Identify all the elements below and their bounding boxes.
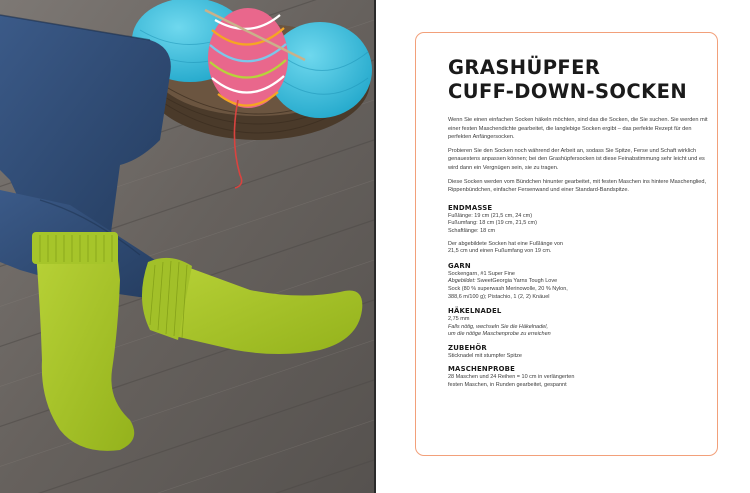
page-title xyxy=(448,56,710,103)
section-heading: MASCHENPROBE xyxy=(448,365,516,374)
title-line-2: CUFF-DOWN-SOCKEN xyxy=(448,79,688,103)
intro-paragraph: Diese Socken werden vom Bündchen hinunter gearbeitet, mit festen Maschen ins hintere Maschenglied, Rippenbündchen, einfacher Fersenwand und einer Standard-Bandspitze. xyxy=(448,178,707,194)
section-maschenprobe xyxy=(448,365,710,389)
spec-line: Fußumfang: 18 cm (19 cm, 21,5 cm) xyxy=(448,220,537,227)
spec-line: Falls nötig, wechseln Sie die Häkelnadel, xyxy=(448,323,548,330)
title-line-1: GRASHÜPFER xyxy=(448,56,601,79)
section-endmasse xyxy=(448,204,710,256)
section-garn xyxy=(448,262,710,301)
spec-line xyxy=(448,278,710,286)
section-heading: GARN xyxy=(448,261,471,270)
spec-line: 21,5 cm und einen Fußumfang von 19 cm. xyxy=(448,248,552,255)
spec-line: Sock (80 % superwash Merinowolle, 20 % Nylon, xyxy=(448,285,568,292)
section-zubehoer xyxy=(448,344,710,361)
abgebildet-label: Abgebildet: xyxy=(448,278,476,285)
spec-line: Schaftlänge: 18 cm xyxy=(448,227,496,234)
spec-line: Fußlänge: 19 cm (21,5 cm, 24 cm) xyxy=(448,212,533,219)
intro-paragraph: Wenn Sie einen einfachen Socken häkeln möchten, sind das die Socken, die Sie suchen. Sie werden mit einer festen Maschendichte gearbeitet, die langlebige Socken ergibt – das perfekte Rezept für den perfekten Anfängersocken. xyxy=(448,117,708,141)
spec-line: 28 Maschen und 24 Reihen = 10 cm in verlängerten xyxy=(448,374,575,381)
spec-line: um die nötige Maschenprobe zu erreichen xyxy=(448,331,551,338)
section-haekelnadel xyxy=(448,307,710,339)
spec-line: 2,75 mm xyxy=(448,316,470,323)
pattern-content xyxy=(448,56,710,390)
spec-line: Der abgebildete Socken hat eine Fußlänge von xyxy=(448,240,563,247)
section-heading: ZUBEHÖR xyxy=(448,343,487,352)
spec-line: 388,6 m/100 g); Pistachio, 1 (2, 2) Knäuel xyxy=(448,293,550,300)
pattern-page xyxy=(376,0,750,493)
section-heading: ENDMASSE xyxy=(448,203,493,212)
size-note xyxy=(448,241,710,256)
abgebildet-text: SweetGeorgia Yarns Tough Love xyxy=(475,278,558,285)
intro-paragraph: Probieren Sie den Socken noch während der Arbeit an, sodass Sie Spitze, Ferse und Schaft wirklich genauestens anpassen können; bei den Grashüpfersocken ist diese Feinabstimmung sehr leicht und es wird dann ein Vergnügen sein, sie zu tragen. xyxy=(448,147,705,171)
spec-line: Sockengarn, #1 Super Fine xyxy=(448,270,515,277)
section-heading: HÄKELNADEL xyxy=(448,307,502,316)
intro-text xyxy=(448,116,710,195)
spec-line: Sticknadel mit stumpfer Spitze xyxy=(448,352,522,359)
sock-photo xyxy=(0,0,374,493)
spec-line: festen Maschen, in Runden gearbeitet, gespannt xyxy=(448,382,567,389)
